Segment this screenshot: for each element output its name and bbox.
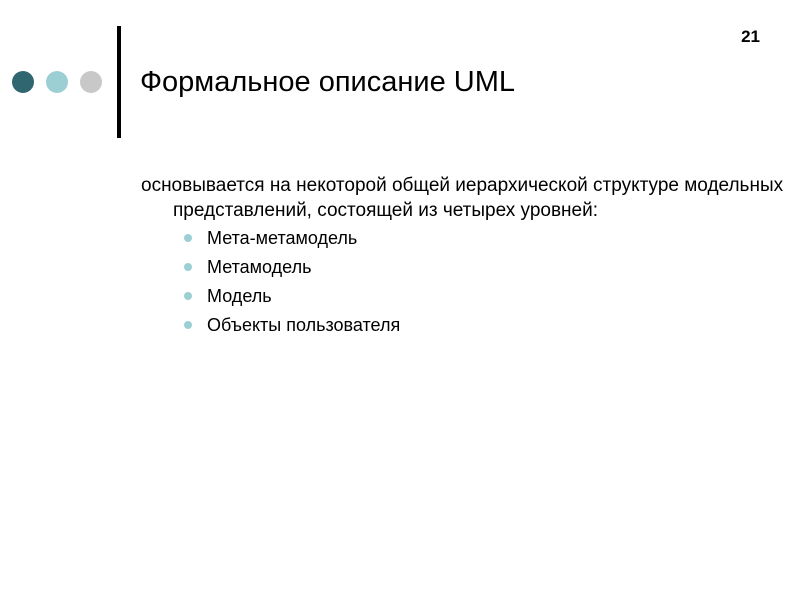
slide-title: Формальное описание UML (140, 66, 516, 98)
list-item-label: Метамодель (207, 257, 312, 277)
list-item-label: Модель (207, 286, 272, 306)
list-item (184, 284, 400, 313)
decorative-dot-light (46, 71, 68, 93)
bullet-icon (184, 263, 192, 271)
list-item-label: Объекты пользователя (207, 315, 401, 335)
slide-number: 21 (741, 27, 760, 46)
decorative-dot-gray (80, 71, 102, 93)
bullet-icon (184, 292, 192, 300)
list-item (184, 226, 400, 255)
list-item (184, 255, 400, 284)
list-item (184, 313, 400, 342)
list-item-label: Мета-метамодель (207, 228, 358, 248)
bullet-list (184, 226, 400, 342)
decorative-dot-dark (12, 71, 34, 93)
bullet-icon (184, 321, 192, 329)
bullet-icon (184, 234, 192, 242)
intro-paragraph: основывается на некоторой общей иерархической структуре модельных представлений, состоящей из четырех уровней: (141, 175, 784, 221)
title-divider (117, 26, 121, 138)
